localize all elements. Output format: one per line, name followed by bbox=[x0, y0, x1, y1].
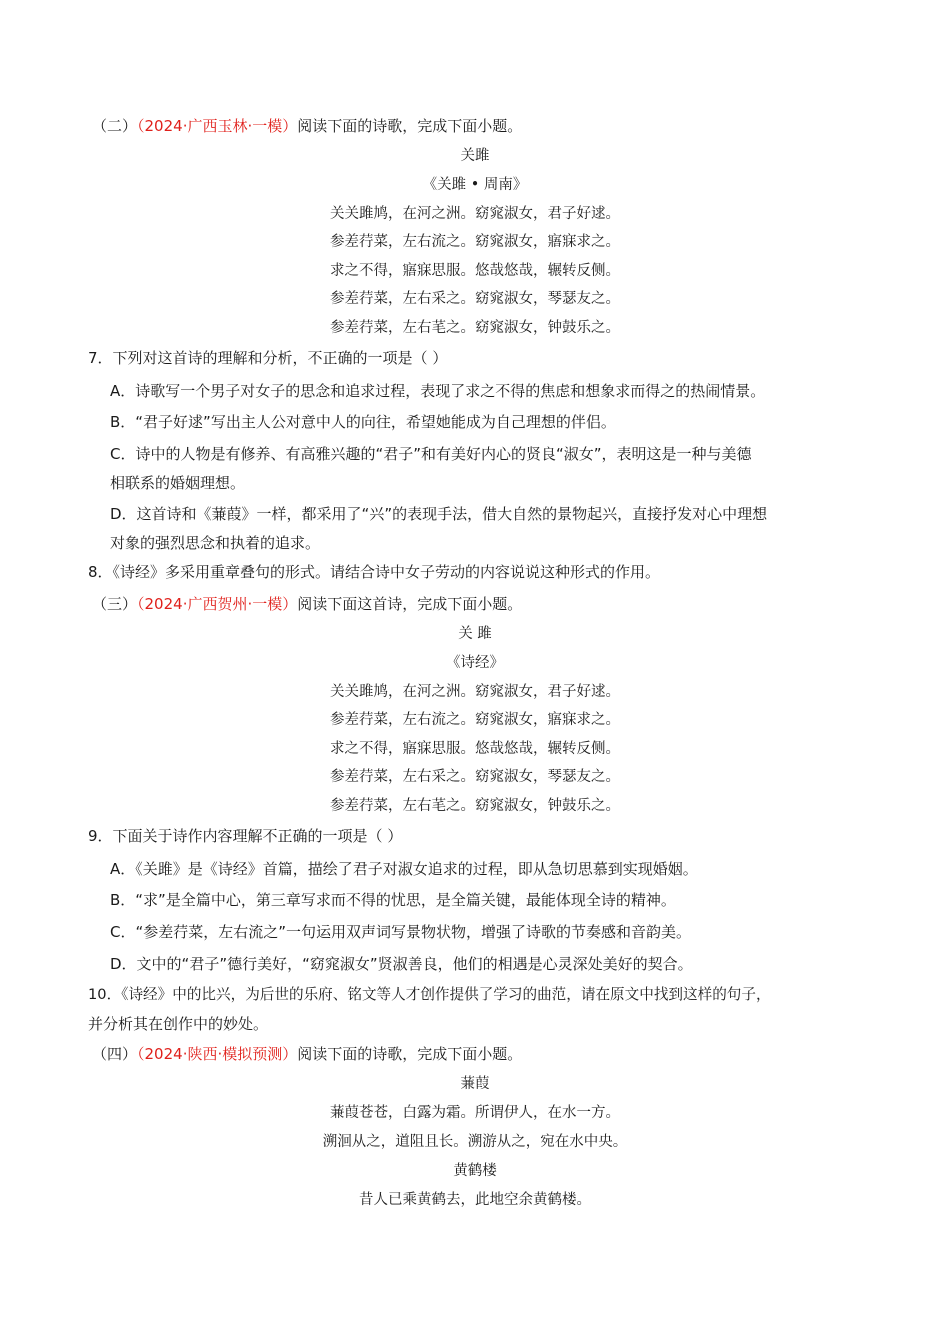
question-10-stem: 10．《诗经》中的比兴，为后世的乐府、铭文等人才创作提供了学习的曲范，请在原文中找到这样的句子， bbox=[88, 986, 771, 1003]
question-8-stem: 8．《诗经》多采用重章叠句的形式。请结合诗中女子劳动的内容说说这种形式的作用。 bbox=[88, 563, 661, 581]
poem-line: 求之不得，寤寐思服。悠哉悠哉，辗转反侧。 bbox=[330, 741, 620, 757]
instruction-text: 阅读下面的诗歌，完成下面小题。 bbox=[297, 117, 523, 135]
question-9-option-b: B．“求”是全篇中心，第三章写求而不得的忧思，是全篇关键，最能体现全诗的精神。 bbox=[110, 891, 676, 909]
source-label: （2024·广西玉林·一模） bbox=[137, 117, 298, 135]
section-number: （三） bbox=[92, 595, 138, 613]
poem-subtitle: 《诗经》 bbox=[446, 655, 504, 671]
poem-line: 蒹葭苍苍，白露为霜。所谓伊人，在水一方。 bbox=[330, 1105, 620, 1121]
poem-line: 关关雎鸠，在河之洲。窈窕淑女，君子好逑。 bbox=[330, 684, 620, 700]
poem-subtitle: 《关雎 • 周南》 bbox=[422, 177, 528, 193]
section-3-header bbox=[92, 594, 522, 614]
question-10-stem-cont: 并分析其在创作中的妙处。 bbox=[88, 1015, 269, 1033]
question-7-option-b: B．“君子好逑”写出主人公对意中人的向往，希望她能成为自己理想的伴侣。 bbox=[110, 413, 616, 431]
poem-line: 参差荇菜，左右流之。窈窕淑女，寤寐求之。 bbox=[330, 712, 620, 728]
question-9-option-d: D．文中的“君子”德行美好，“窈窕淑女”贤淑善良，他们的相遇是心灵深处美好的契合。 bbox=[110, 955, 693, 973]
source-label: （2024·广西贺州·一模） bbox=[137, 595, 298, 613]
poem-line: 昔人已乘黄鹤去，此地空余黄鹤楼。 bbox=[359, 1192, 591, 1208]
poem-line: 参差荇菜，左右采之。窈窕淑女，琴瑟友之。 bbox=[330, 769, 620, 785]
poem-line: 参差荇菜，左右流之。窈窕淑女，寤寐求之。 bbox=[330, 234, 620, 250]
section-2-header bbox=[92, 116, 522, 136]
question-7-option-c-cont: 相联系的婚姻理想。 bbox=[110, 474, 246, 492]
section-number: （二） bbox=[92, 117, 138, 135]
poem-title: 蒹葭 bbox=[460, 1076, 490, 1092]
instruction-text: 阅读下面的诗歌，完成下面小题。 bbox=[297, 1045, 523, 1063]
question-7-stem: 7．下列对这首诗的理解和分析，不正确的一项是（ ） bbox=[88, 349, 448, 367]
question-9-option-c: C．“参差荇菜，左右流之”一句运用双声词写景物状物，增强了诗歌的节奏感和音韵美。 bbox=[110, 923, 692, 941]
instruction-text: 阅读下面这首诗，完成下面小题。 bbox=[297, 595, 523, 613]
question-7-option-a: A．诗歌写一个男子对女子的思念和追求过程，表现了求之不得的焦虑和想象求而得之的热闹情景。 bbox=[110, 382, 766, 400]
section-4-header bbox=[92, 1044, 522, 1064]
question-9-option-a: A．《关雎》是《诗经》首篇，描绘了君子对淑女追求的过程，即从急切思慕到实现婚姻。 bbox=[110, 860, 698, 878]
poem-line: 参差荇菜，左右芼之。窈窕淑女，钟鼓乐之。 bbox=[330, 320, 620, 336]
poem-title: 关雎 bbox=[460, 148, 490, 164]
poem-line: 参差荇菜，左右芼之。窈窕淑女，钟鼓乐之。 bbox=[330, 798, 620, 814]
poem-title: 黄鹤楼 bbox=[453, 1163, 497, 1179]
source-label: （2024·陕西·模拟预测） bbox=[137, 1045, 298, 1063]
question-7-option-c: C．诗中的人物是有修养、有高雅兴趣的“君子”和有美好内心的贤良“淑女”，表明这是一种与美德 bbox=[110, 445, 752, 463]
poem-line: 关关雎鸠，在河之洲。窈窕淑女，君子好逑。 bbox=[330, 206, 620, 222]
question-7-option-d-cont: 对象的强烈思念和执着的追求。 bbox=[110, 534, 321, 552]
section-number: （四） bbox=[92, 1045, 138, 1063]
poem-title: 关 雎 bbox=[458, 626, 492, 642]
question-7-option-d: D．这首诗和《蒹葭》一样，都采用了“兴”的表现手法，借大自然的景物起兴，直接抒发对心中理想 bbox=[110, 505, 768, 523]
poem-line: 参差荇菜，左右采之。窈窕淑女，琴瑟友之。 bbox=[330, 291, 620, 307]
poem-line: 溯洄从之，道阻且长。溯游从之，宛在水中央。 bbox=[322, 1134, 628, 1150]
poem-line: 求之不得，寤寐思服。悠哉悠哉，辗转反侧。 bbox=[330, 263, 620, 279]
question-9-stem: 9．下面关于诗作内容理解不正确的一项是（ ） bbox=[88, 827, 403, 845]
